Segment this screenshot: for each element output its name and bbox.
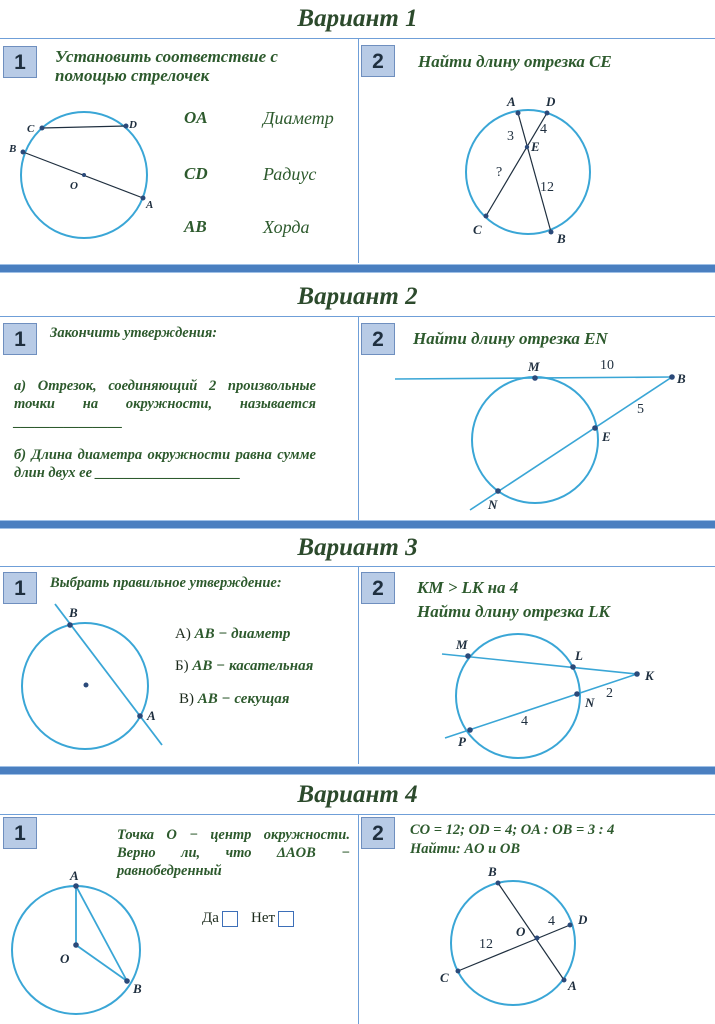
point-label: A [568,978,577,993]
point-label: N [488,497,498,512]
task-number-badge: 1 [3,46,37,78]
point-marker [568,923,573,928]
task-number-badge: 2 [361,572,395,604]
segment-item[interactable]: AB [184,217,207,236]
no-option[interactable]: Нет [251,910,294,927]
point-label: O [70,180,78,192]
option-c[interactable]: В) AB − секущая [179,691,290,707]
variant-2-title: Вариант 2 [297,283,418,310]
point-label: A [146,199,154,211]
task-text: Найти длину отрезка LK [417,602,610,621]
point-label: A [507,94,516,109]
term-item[interactable]: Радиус [263,164,317,184]
option-b[interactable]: Б) AB − касательная [175,658,314,674]
point-marker [456,969,461,974]
length-label: 4 [548,914,555,929]
task-condition: KM > LK на 4 [417,578,519,597]
point-label: D [546,94,556,109]
length-label: 12 [479,937,493,952]
statement-b: б) Длина диаметра окружности равна сумме длин двух ее ____________________ [14,447,316,481]
point-label: K [645,668,654,683]
point-label: E [602,429,611,444]
variant-3-title: Вариант 3 [297,534,418,561]
task-number-badge: 2 [361,323,395,355]
term-item[interactable]: Диаметр [263,108,334,128]
statement-a: а) Отрезок, соединяющий 2 произвольные точки на окружности, называется _______________ [14,378,316,430]
point-label: B [488,864,497,879]
length-label: 3 [507,129,514,144]
point-label: D [578,912,588,927]
point-label: B [9,143,17,155]
task-text: Найти: AO и OB [410,841,520,857]
task-number-badge: 2 [361,45,395,77]
circle-outline [451,881,575,1005]
point-label: B [677,371,686,386]
variant-4-title: Вариант 4 [297,781,418,808]
point-label: B [557,231,566,246]
length-label: 2 [606,686,613,701]
segment-item[interactable]: OA [184,108,208,127]
task-text: Найти длину отрезка CE [418,52,612,71]
option-a[interactable]: А) AB − диаметр [175,626,291,642]
point-label: B [133,981,142,996]
task-number-badge: 2 [361,817,395,849]
point-label: O [60,951,70,966]
point-label: D [129,119,137,131]
task-condition: CO = 12; OD = 4; OA : OB = 3 : 4 [410,822,615,838]
task-text: Точка O − центр окружности. Верно ли, что ΔAOB − равнобедренный [117,827,350,879]
point-marker [535,936,540,941]
point-marker [562,978,567,983]
point-marker [496,881,501,886]
length-label: 5 [637,402,644,417]
point-label: N [585,695,595,710]
segment-item[interactable]: CD [184,164,208,183]
length-label: 4 [540,122,547,137]
task-text: Закончить утверждения: [50,325,218,341]
point-label: M [456,637,468,652]
variant-1-title: Вариант 1 [297,5,418,32]
task-number-badge: 1 [3,572,37,604]
point-label: M [528,359,540,374]
length-label: 10 [600,358,614,373]
point-label: P [458,734,466,749]
task-number-badge: 1 [3,817,37,849]
length-label: 4 [521,714,528,729]
point-label: L [575,648,583,663]
task-text: Установить соответствие с помощью стрелочек [55,47,278,85]
task-text: Найти длину отрезка EN [413,329,608,348]
point-label: A [70,868,79,883]
task-number-badge: 1 [3,323,37,355]
yes-option[interactable]: Да [202,910,238,927]
length-label: ? [496,165,503,180]
point-label: A [147,708,156,723]
point-label: B [69,605,78,620]
point-label: E [531,139,540,154]
term-item[interactable]: Хорда [263,217,310,237]
task-text: Выбрать правильное утверждение: [50,575,282,591]
length-label: 12 [540,180,554,195]
point-label: O [516,924,526,939]
point-label: C [473,222,482,237]
point-label: C [440,970,449,985]
point-label: C [27,123,35,135]
